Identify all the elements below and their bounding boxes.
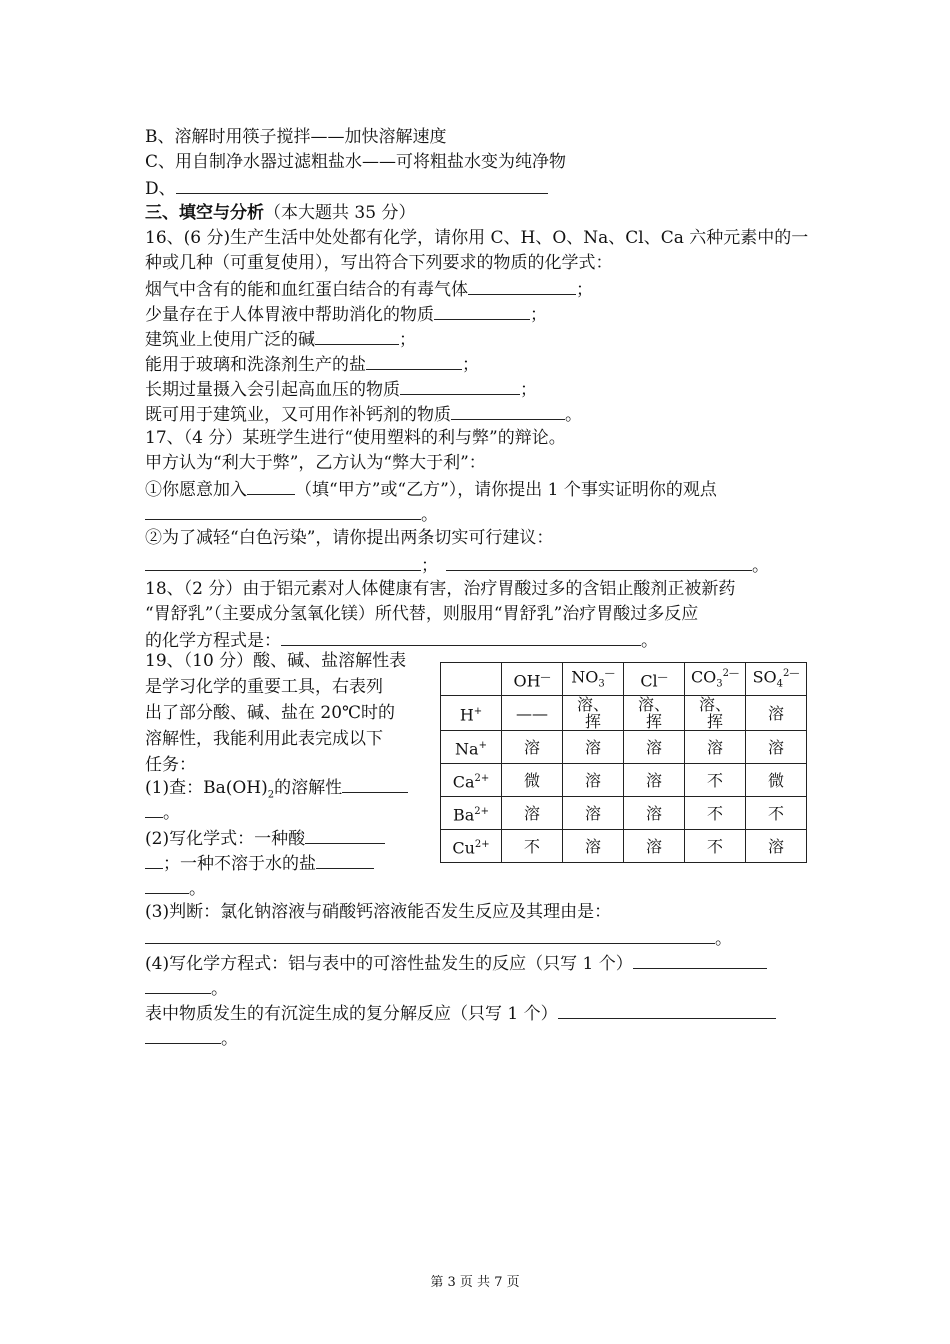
section-heading bbox=[145, 201, 415, 225]
q16-item-a-text: 烟气中含有的能和血红蛋白结合的有毒气体 bbox=[145, 280, 468, 300]
q19-3-period: 。 bbox=[715, 929, 732, 949]
q17-fact-blank[interactable] bbox=[145, 501, 421, 520]
header-cl: Cl— bbox=[624, 663, 685, 696]
table-cell: 溶、 挥 bbox=[624, 696, 685, 731]
header-no3: $NO_3^—$ bbox=[563, 663, 624, 696]
table-cell: 溶 bbox=[502, 731, 563, 764]
table-cell: 溶 bbox=[563, 830, 624, 863]
q18-line-3-period: 。 bbox=[641, 631, 658, 651]
q19-1-blank[interactable] bbox=[342, 774, 408, 793]
q16-item-d bbox=[145, 351, 479, 377]
section-title: 三、填空与分析 bbox=[145, 203, 264, 223]
q16-blank-c[interactable] bbox=[315, 326, 399, 345]
row-ion-na: Na+ bbox=[441, 731, 502, 764]
q19-line-10-period: 。 bbox=[189, 879, 206, 899]
row-ion-cu: $Cu^{2+}$ bbox=[441, 830, 502, 863]
row-ion-ca: $Ca^{2+}$ bbox=[441, 764, 502, 797]
q19-5-period: 。 bbox=[221, 1029, 238, 1049]
table-cell: 溶、 挥 bbox=[685, 696, 746, 731]
q17-line-5: ②为了减轻“白色污染”，请你提出两条切实可行建议： bbox=[145, 528, 554, 548]
row-ion-h: H+ bbox=[441, 696, 502, 731]
q16-item-f-period: 。 bbox=[565, 405, 582, 425]
option-c: C、用自制净水器过滤粗盐水——可将粗盐水变为纯净物 bbox=[145, 152, 567, 172]
table-cell: 溶 bbox=[563, 764, 624, 797]
table-row bbox=[441, 731, 807, 764]
table-cell: 不 bbox=[685, 830, 746, 863]
q19-5-line bbox=[145, 1000, 776, 1026]
table-cell: 溶 bbox=[624, 797, 685, 830]
q16-item-e bbox=[145, 376, 537, 402]
q18-line-1: 18、（2 分）由于铝元素对人体健康有害，治疗胃酸过多的含铝止酸剂正被新药 bbox=[145, 579, 736, 599]
q17-line-6-period: 。 bbox=[752, 556, 769, 576]
q19-2-acid-blank-cont[interactable] bbox=[145, 850, 163, 869]
table-cell: 溶 bbox=[502, 797, 563, 830]
q16-item-b-text: 少量存在于人体胃液中帮助消化的物质 bbox=[145, 305, 434, 325]
q19-line-6 bbox=[145, 774, 408, 808]
q19-4-cont-line bbox=[145, 975, 228, 1001]
q17-suggestion-blank-2[interactable] bbox=[446, 552, 752, 571]
q17-side-blank[interactable] bbox=[247, 476, 295, 495]
q19-4-blank-cont[interactable] bbox=[145, 975, 211, 994]
q16-item-e-text: 长期过量摄入会引起高血压的物质 bbox=[145, 380, 400, 400]
table-cell: 微 bbox=[502, 764, 563, 797]
table-row bbox=[441, 830, 807, 863]
header-so4: $SO_4^{2—}$ bbox=[746, 663, 807, 696]
q17-fact-text: （填“甲方”或“乙方”），请你提出 1 个事实证明你的观点 bbox=[295, 480, 717, 500]
table-cell: 溶 bbox=[746, 731, 807, 764]
q16-item-f bbox=[145, 401, 582, 427]
q19-2-acid-text: (2)写化学式：一种酸 bbox=[145, 829, 306, 849]
q19-4-period: 。 bbox=[211, 979, 228, 999]
table-cell: 溶 bbox=[624, 731, 685, 764]
q16-blank-d[interactable] bbox=[366, 351, 462, 370]
q17-line-1: 17、（4 分）某班学生进行“使用塑料的利与弊”的辩论。 bbox=[145, 428, 566, 448]
table-row bbox=[441, 764, 807, 797]
table-cell: 溶 bbox=[746, 830, 807, 863]
q18-equation-blank[interactable] bbox=[281, 627, 641, 646]
option-d-blank[interactable] bbox=[176, 175, 548, 194]
q19-1-text-b: 的溶解性 bbox=[274, 778, 343, 798]
q16-blank-f[interactable] bbox=[451, 401, 565, 420]
q16-item-d-semi: ； bbox=[462, 355, 479, 375]
option-b: B、溶解时用筷子搅拌——加快溶解速度 bbox=[145, 127, 447, 147]
q19-3-line: (3)判断：氯化钠溶液与硝酸钙溶液能否发生反应及其理由是： bbox=[145, 902, 612, 922]
q18-line-2: “胃舒乳”（主要成分氢氧化镁）所代替，则服用“胃舒乳”治疗胃酸过多反应 bbox=[145, 604, 699, 624]
q17-line-4 bbox=[145, 501, 438, 527]
q16-item-b-semi: ； bbox=[530, 305, 547, 325]
q19-line-3: 出了部分酸、碱、盐在 20℃时的 bbox=[145, 703, 396, 723]
q16-item-c bbox=[145, 326, 416, 352]
solubility-table bbox=[440, 662, 807, 863]
q19-line-9 bbox=[145, 850, 374, 877]
q16-item-c-semi: ； bbox=[399, 330, 416, 350]
option-d bbox=[145, 175, 548, 201]
option-d-label: D、 bbox=[145, 179, 176, 199]
q19-3-answer-line bbox=[145, 925, 732, 951]
q17-join-text: ①你愿意加入 bbox=[145, 480, 247, 500]
q18-equation-label: 的化学方程式是： bbox=[145, 631, 281, 651]
row-ion-ba: $Ba^{2+}$ bbox=[441, 797, 502, 830]
table-cell: 溶 bbox=[563, 731, 624, 764]
q19-line-7-period: 。 bbox=[163, 803, 180, 823]
q19-line-8 bbox=[145, 825, 385, 852]
q19-2-salt-text: ；一种不溶于水的盐 bbox=[163, 854, 316, 874]
q19-3-blank[interactable] bbox=[145, 925, 715, 944]
table-cell: 溶 bbox=[624, 764, 685, 797]
q19-5-text: 表中物质发生的有沉淀生成的复分解反应（只写 1 个） bbox=[145, 1004, 558, 1024]
table-corner-cell bbox=[441, 663, 502, 696]
q19-4-text: (4)写化学方程式：铝与表中的可溶性盐发生的反应（只写 1 个） bbox=[145, 954, 633, 974]
q19-line-2: 是学习化学的重要工具，右表列 bbox=[145, 677, 383, 697]
q19-4-blank[interactable] bbox=[633, 950, 767, 969]
table-row bbox=[441, 696, 807, 731]
header-co3: $CO_3^{2—}$ bbox=[685, 663, 746, 696]
q16-line-2: 种或几种（可重复使用），写出符合下列要求的物质的化学式： bbox=[145, 253, 613, 273]
page-footer: 第 3 页 共 7 页 bbox=[430, 1275, 520, 1290]
q17-line-4-period: 。 bbox=[421, 505, 438, 525]
table-cell: 溶 bbox=[563, 797, 624, 830]
q19-line-5: 任务： bbox=[145, 755, 196, 775]
q16-item-a bbox=[145, 276, 593, 302]
table-cell: —— bbox=[502, 696, 563, 731]
q17-line-6-semi: ； bbox=[421, 556, 438, 576]
q17-line-6 bbox=[145, 552, 769, 578]
q19-1-text: (1)查：Ba(OH) bbox=[145, 778, 268, 798]
table-cell: 不 bbox=[685, 764, 746, 797]
q19-line-7 bbox=[145, 799, 180, 826]
q19-2-salt-blank[interactable] bbox=[316, 850, 374, 869]
header-oh: OH— bbox=[502, 663, 563, 696]
table-cell: 微 bbox=[746, 764, 807, 797]
q16-item-a-semi: ； bbox=[576, 280, 593, 300]
q19-line-10 bbox=[145, 875, 206, 902]
q17-line-2: 甲方认为“利大于弊”，乙方认为“弊大于利”： bbox=[145, 453, 486, 473]
table-cell: 溶 bbox=[624, 830, 685, 863]
q16-item-d-text: 能用于玻璃和洗涤剂生产的盐 bbox=[145, 355, 366, 375]
table-cell: 不 bbox=[746, 797, 807, 830]
q17-suggestion-blank-1[interactable] bbox=[145, 552, 421, 571]
q16-blank-b[interactable] bbox=[434, 301, 530, 320]
q16-item-f-text: 既可用于建筑业，又可用作补钙剂的物质 bbox=[145, 405, 451, 425]
q19-1-blank-cont[interactable] bbox=[145, 799, 163, 818]
table-header-row bbox=[441, 663, 807, 696]
q16-blank-e[interactable] bbox=[400, 376, 520, 395]
q19-5-blank[interactable] bbox=[558, 1000, 776, 1019]
table-cell: 溶 bbox=[746, 696, 807, 731]
q16-item-b bbox=[145, 301, 547, 327]
q19-1-sub: 2 bbox=[267, 789, 275, 801]
q19-5-cont-line bbox=[145, 1025, 238, 1051]
q16-item-c-text: 建筑业上使用广泛的碱 bbox=[145, 330, 315, 350]
section-note: （本大题共 35 分） bbox=[264, 203, 416, 223]
q19-line-4: 溶解性，我能利用此表完成以下 bbox=[145, 729, 383, 749]
q19-5-blank-cont[interactable] bbox=[145, 1025, 221, 1044]
table-row bbox=[441, 797, 807, 830]
table-cell: 不 bbox=[685, 797, 746, 830]
q19-4-line bbox=[145, 950, 767, 976]
q19-2-acid-blank[interactable] bbox=[305, 825, 385, 844]
q16-blank-a[interactable] bbox=[468, 276, 576, 295]
q16-item-e-semi: ； bbox=[520, 380, 537, 400]
table-cell: 不 bbox=[502, 830, 563, 863]
q19-2-salt-blank-cont[interactable] bbox=[145, 875, 189, 894]
table-cell: 溶 bbox=[685, 731, 746, 764]
q19-line-1: 19、（10 分）酸、碱、盐溶解性表 bbox=[145, 651, 407, 671]
q17-line-3 bbox=[145, 476, 717, 502]
table-cell: 溶、 挥 bbox=[563, 696, 624, 731]
q16-line-1: 16、(6 分)生产生活中处处都有化学，请你用 C、H、O、Na、Cl、Ca 六种元素中的一 bbox=[145, 228, 809, 248]
